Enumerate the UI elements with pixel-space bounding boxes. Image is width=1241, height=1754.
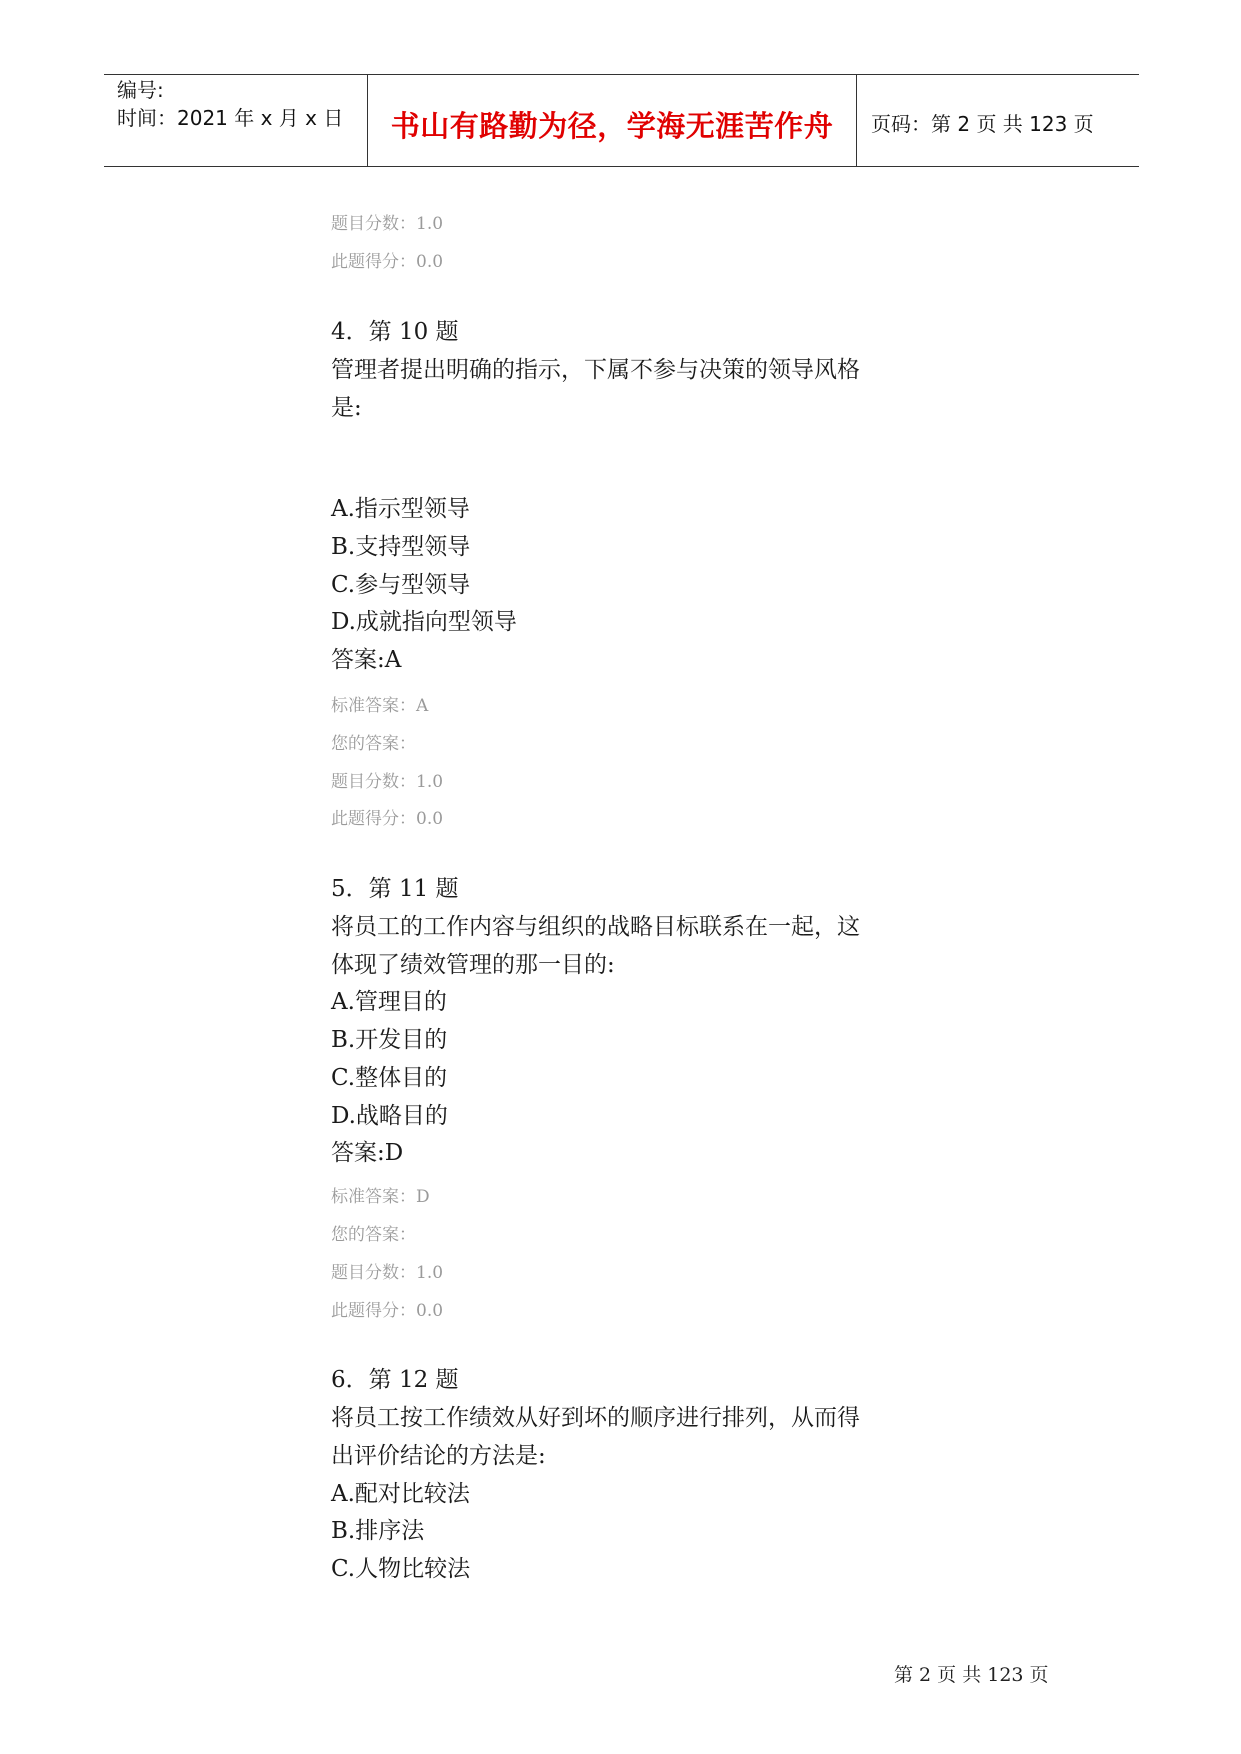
question-text: 管理者提出明确的指示，下属不参与决策的领导风格	[331, 357, 860, 383]
option-c: C.整体目的	[331, 1065, 448, 1091]
option-b: B.开发目的	[331, 1027, 448, 1053]
option-d: D.成就指向型领导	[331, 609, 517, 635]
question-score: 题目分数：1.0	[331, 772, 444, 792]
question-earned: 此题得分：0.0	[331, 809, 444, 829]
answer: 答案:A	[331, 647, 402, 673]
header-meta	[117, 76, 343, 132]
question-text: 将员工的工作内容与组织的战略目标联系在一起，这	[331, 914, 860, 940]
question-text: 出评价结论的方法是:	[331, 1443, 546, 1469]
header-time-label: 时间：2021 年 x 月 x 日	[117, 106, 344, 130]
question-text: 是:	[331, 395, 362, 421]
header-divider-right	[856, 74, 857, 167]
question-text: 将员工按工作绩效从好到坏的顺序进行排列，从而得	[331, 1405, 860, 1431]
option-a: A.管理目的	[331, 989, 447, 1015]
standard-answer: 标准答案：A	[331, 696, 429, 716]
option-c: C.人物比较法	[331, 1556, 471, 1582]
question-earned: 此题得分：0.0	[331, 252, 444, 272]
header-top-rule	[104, 74, 1139, 75]
header-bottom-rule	[104, 166, 1139, 167]
question-text: 体现了绩效管理的那一目的:	[331, 952, 615, 978]
header-page-info: 页码：第 2 页 共 123 页	[871, 112, 1094, 136]
standard-answer: 标准答案：D	[331, 1187, 430, 1207]
option-a: A.配对比较法	[331, 1481, 470, 1507]
question-score: 题目分数：1.0	[331, 214, 444, 234]
question-heading: 4．第 10 题	[331, 319, 459, 345]
question-heading: 6．第 12 题	[331, 1367, 459, 1393]
page-footer: 第 2 页 共 123 页	[894, 1664, 1049, 1686]
option-c: C.参与型领导	[331, 572, 471, 598]
header-number-label: 编号:	[117, 78, 164, 102]
question-score: 题目分数：1.0	[331, 1263, 444, 1283]
header-motto: 书山有路勤为径，学海无涯苦作舟	[390, 109, 834, 143]
your-answer: 您的答案：	[331, 1225, 416, 1245]
question-heading: 5．第 11 题	[331, 876, 459, 902]
your-answer: 您的答案：	[331, 734, 416, 754]
option-b: B.排序法	[331, 1518, 425, 1544]
option-a: A.指示型领导	[331, 496, 470, 522]
option-b: B.支持型领导	[331, 534, 471, 560]
option-d: D.战略目的	[331, 1103, 448, 1129]
answer: 答案:D	[331, 1140, 404, 1166]
question-earned: 此题得分：0.0	[331, 1301, 444, 1321]
